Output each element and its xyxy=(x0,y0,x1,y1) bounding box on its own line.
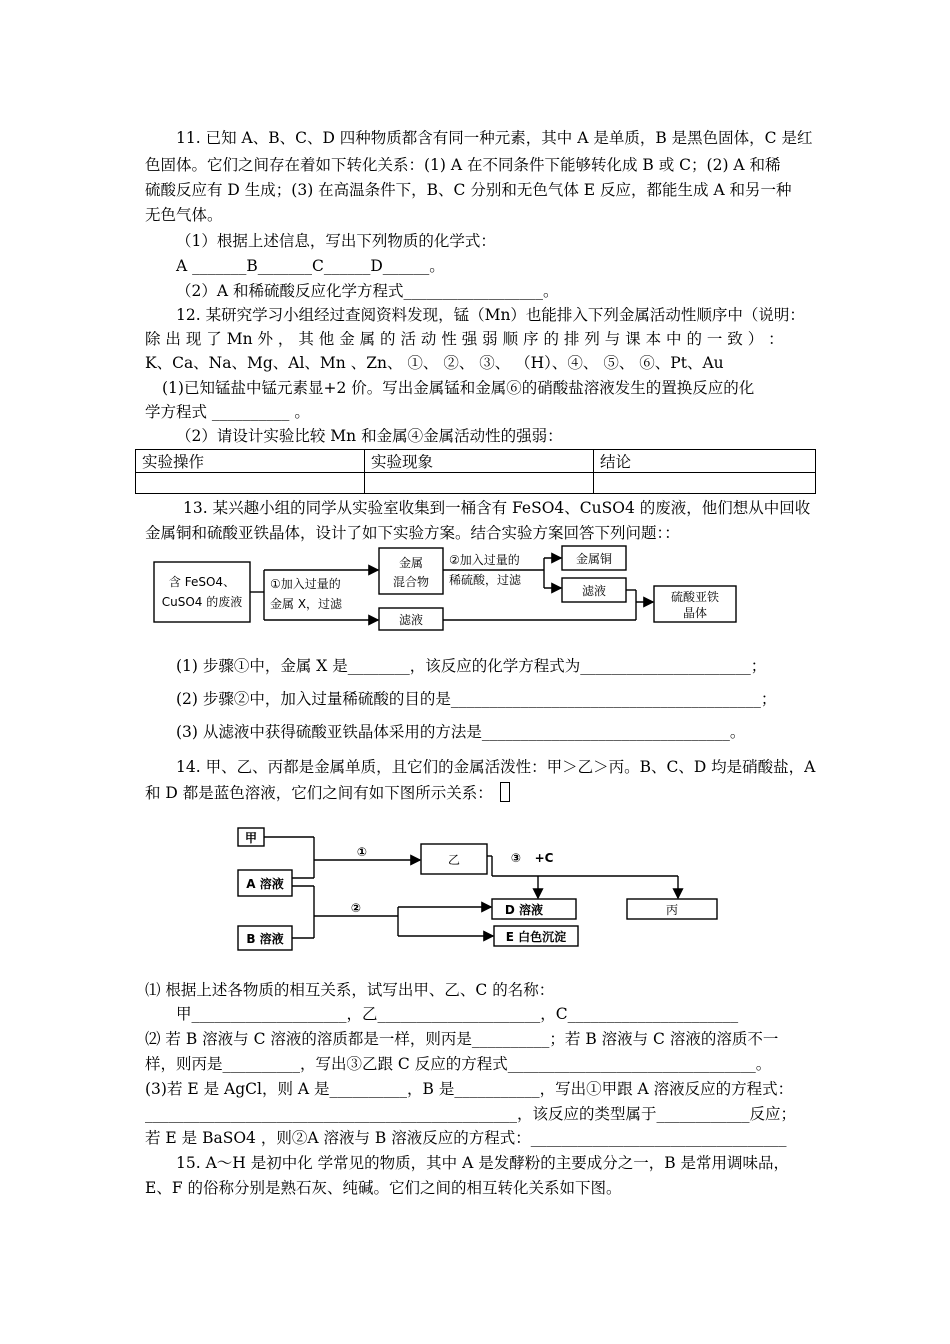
table-row xyxy=(136,473,816,494)
q13-flowchart xyxy=(148,544,748,636)
flow-filtrate-1-text: 滤液 xyxy=(398,613,424,627)
table-row xyxy=(136,450,816,473)
flow-waste-line-2: CuSO4 的废液 xyxy=(161,595,243,609)
table-header-operation: 实验操作 xyxy=(136,450,365,473)
q11-sub-1-blanks: A _______B_______C______D______。 xyxy=(176,257,445,275)
q14-sub-2b: 样，则丙是__________，写出③乙跟 C 反应的方程式________________________________。 xyxy=(145,1055,772,1073)
q11-sub-1: （1）根据上述信息，写出下列物质的化学式： xyxy=(176,232,496,250)
q12-line-1: 12. 某研究学习小组经过查阅资料发现，锰（Mn）也能排入下列金属活动性顺序中（说明： xyxy=(176,306,805,324)
table-header-phenomenon: 实验现象 xyxy=(365,450,594,473)
diagram-plus-c-label: +C xyxy=(534,851,554,865)
table-cell xyxy=(365,473,594,494)
q12-line-2: 除 出 现 了 Mn 外 ， 其 他 金 属 的 活 动 性 强 弱 顺 序 的 排 列 与 课 本 中 的 一 致 ） ： xyxy=(145,330,784,348)
q13-sub-2: (2) 步骤②中，加入过量稀硫酸的目的是________________________________________； xyxy=(176,690,777,708)
q14-sub-3a: (3)若 E 是 AgCl，则 A 是__________，B 是___________，写出①甲跟 A 溶液反应的方程式： xyxy=(145,1080,794,1098)
flow-step1-line-2: 金属 X，过滤 xyxy=(270,597,343,611)
q15-line-1: 15. A～H 是初中化 学常见的物质，其中 A 是发酵粉的主要成分之一，B 是常用调味品， xyxy=(176,1154,790,1172)
diagram-b-solution-text: B 溶液 xyxy=(246,932,284,946)
q12-sub-2: （2）请设计实验比较 Mn 和金属④金属活动性的强弱： xyxy=(176,427,563,445)
answer-box-icon xyxy=(500,782,510,802)
q14-sub-1a: ⑴ 根据上述各物质的相互关系，试写出甲、乙、C 的名称： xyxy=(145,981,555,999)
diagram-arrow-1-label: ① xyxy=(356,845,368,859)
flow-filtrate-2-text: 滤液 xyxy=(581,584,607,598)
diagram-yi-text: 乙 xyxy=(447,853,461,867)
diagram-bing-text: 丙 xyxy=(665,903,679,917)
q11-line-3: 硫酸反应有 D 生成；(3) 在高温条件下，B、C 分别和无色气体 E 反应，都能生成 A 和另一种 xyxy=(145,181,792,199)
q11-line-2: 色固体。它们之间存在着如下转化关系：(1) A 在不同条件下能够转化成 B 或 C；(2) A 和稀 xyxy=(145,156,781,174)
flow-step2-line-2: 稀硫酸，过滤 xyxy=(449,573,522,587)
q11-line-4: 无色气体。 xyxy=(145,206,223,224)
q11-line-1: 11. 已知 A、B、C、D 四种物质都含有同一种元素，其中 A 是单质，B 是黑色固体，C 是红 xyxy=(176,129,813,147)
q12-sub-1a: (1)已知锰盐中锰元素显+2 价。写出金属锰和金属⑥的硝酸盐溶液发生的置换反应的化 xyxy=(162,379,755,397)
q11-sub-2: （2）A 和稀硫酸反应化学方程式__________________。 xyxy=(176,282,559,300)
flow-waste-line-1: 含 FeSO4、 xyxy=(168,575,236,589)
q13-line-1: 13. 某兴趣小组的同学从实验室收集到一桶含有 FeSO4、CuSO4 的废液，他们想从中回收 xyxy=(183,499,811,517)
experiment-table xyxy=(135,449,816,494)
flow-step1-line-1: ①加入过量的 xyxy=(270,577,341,591)
q14-diagram xyxy=(230,820,730,955)
flow-crystal-line-2: 晶体 xyxy=(682,606,708,620)
q14-sub-3c: 若 E 是 BaSO4 ，则②A 溶液与 B 溶液反应的方程式：_________________________________ xyxy=(145,1129,787,1147)
q14-sub-3b: ________________________________________________，该反应的类型属于____________反应； xyxy=(145,1105,797,1123)
q12-line-3: K、Ca、Na、Mg、Al、Mn 、Zn、 ①、 ②、 ③、 （H）、④、 ⑤、 ⑥、Pt、Au xyxy=(145,354,724,372)
table-cell xyxy=(594,473,816,494)
flow-crystal-line-1: 硫酸亚铁 xyxy=(670,590,720,604)
q14-sub-1b: 甲____________________，乙_____________________，C______________________ xyxy=(176,1005,739,1023)
diagram-e-precipitate-text: E 白色沉淀 xyxy=(505,930,567,944)
flow-mix-line-2: 混合物 xyxy=(392,575,430,589)
diagram-arrow-2-label: ② xyxy=(350,901,362,915)
q14-line-2-text: 和 D 都是蓝色溶液，它们之间有如下图所示关系： xyxy=(145,784,493,802)
q14-sub-2a: ⑵ 若 B 溶液与 C 溶液的溶质都是一样，则丙是__________；若 B 溶液与 C 溶液的溶质不一 xyxy=(145,1030,779,1048)
q12-sub-1b: 学方程式 __________ 。 xyxy=(145,403,310,421)
flow-mix-line-1: 金属 xyxy=(398,556,424,570)
q13-sub-3: (3) 从滤液中获得硫酸亚铁晶体采用的方法是________________________________。 xyxy=(176,723,746,741)
diagram-d-solution-text: D 溶液 xyxy=(504,903,544,917)
table-cell xyxy=(136,473,365,494)
flow-step2-line-1: ②加入过量的 xyxy=(449,553,520,567)
q13-sub-1: (1) 步骤①中，金属 X 是________，该反应的化学方程式为______________________； xyxy=(176,657,767,675)
flow-copper-text: 金属铜 xyxy=(575,552,613,566)
q14-line-1: 14. 甲、乙、丙都是金属单质，且它们的金属活泼性：甲＞乙＞丙。B、C、D 均是硝酸盐，A xyxy=(176,758,816,776)
q14-line-2 xyxy=(145,782,510,803)
q15-line-2: E、F 的俗称分别是熟石灰、纯碱。它们之间的相互转化关系如下图。 xyxy=(145,1179,622,1197)
diagram-arrow-3-label: ③ xyxy=(510,851,522,865)
q13-line-2: 金属铜和硫酸亚铁晶体，设计了如下实验方案。结合实验方案回答下列问题：： xyxy=(145,524,680,542)
flow-box-waste xyxy=(154,562,250,622)
table-header-conclusion: 结论 xyxy=(594,450,816,473)
diagram-a-solution-text: A 溶液 xyxy=(246,877,284,891)
diagram-jia-text: 甲 xyxy=(244,831,258,845)
